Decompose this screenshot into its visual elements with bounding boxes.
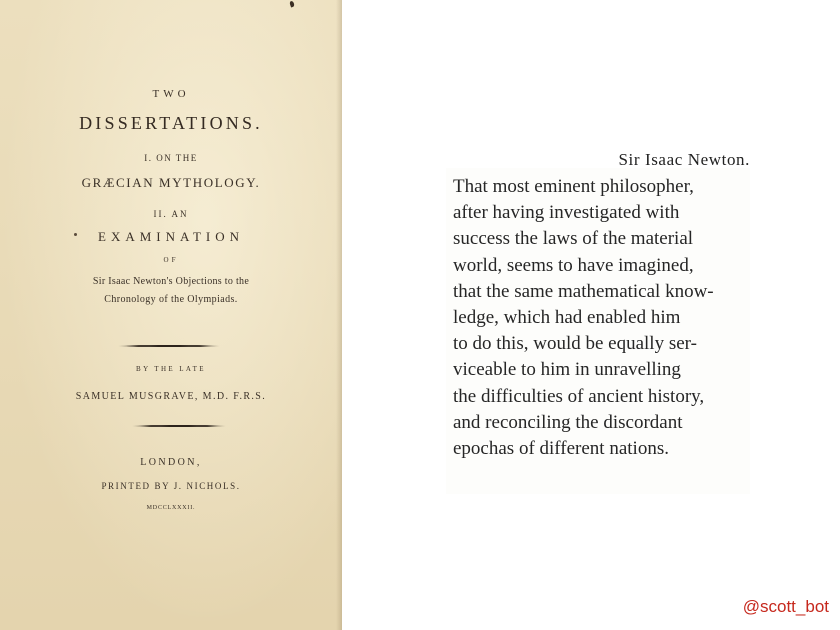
title-page-scan xyxy=(0,0,342,630)
title-line-an: II. AN xyxy=(153,209,189,219)
quote-line: that the same mathematical know- xyxy=(453,280,714,302)
imprint-printer: PRINTED BY J. NICHOLS. xyxy=(101,481,241,491)
page-edge-shadow xyxy=(336,0,342,630)
quote-line: epochas of different nations. xyxy=(453,438,669,460)
author-watermark: @scott_bot xyxy=(742,597,829,616)
quote-line: ledge, which had enabled him xyxy=(453,307,681,329)
title-line-chronology: Chronology of the Olympiads. xyxy=(104,294,238,305)
quote-line: viceable to him in unravelling xyxy=(453,359,681,381)
title-line-grecian-mythology: GRÆCIAN MYTHOLOGY. xyxy=(81,175,261,190)
quote-line: world, seems to have imagined, xyxy=(453,254,694,276)
imprint-year: MDCCLXXXII. xyxy=(146,505,196,511)
title-line-examination: EXAMINATION xyxy=(98,229,244,244)
title-line-on-the: I. ON THE xyxy=(144,153,198,163)
quote-line: and reconciling the discordant xyxy=(453,411,683,433)
quote-line: after having investigated with xyxy=(453,202,680,224)
quote-body xyxy=(453,174,714,462)
imprint-place: LONDON, xyxy=(140,457,202,468)
ornamental-rule-top xyxy=(118,345,220,347)
ink-mark xyxy=(289,0,295,7)
title-line-two: TWO xyxy=(152,88,190,100)
title-line-of: OF xyxy=(163,256,179,264)
title-line-author: SAMUEL MUSGRAVE, M.D. F.R.S. xyxy=(75,391,267,402)
quote-excerpt xyxy=(446,150,750,494)
ornamental-rule-bottom xyxy=(132,425,226,427)
quote-line: That most eminent philosopher, xyxy=(453,176,694,197)
quote-line: to do this, would be equally ser- xyxy=(453,333,697,355)
title-line-by-the-late: BY THE LATE xyxy=(136,365,206,373)
quote-line: the difficulties of ancient history, xyxy=(453,385,705,407)
quote-heading: Sir Isaac Newton. xyxy=(618,150,750,169)
quote-line: success the laws of the material xyxy=(453,228,694,250)
title-line-objections: Sir Isaac Newton's Objections to the xyxy=(92,276,250,287)
title-line-dissertations: DISSERTATIONS. xyxy=(79,113,263,133)
